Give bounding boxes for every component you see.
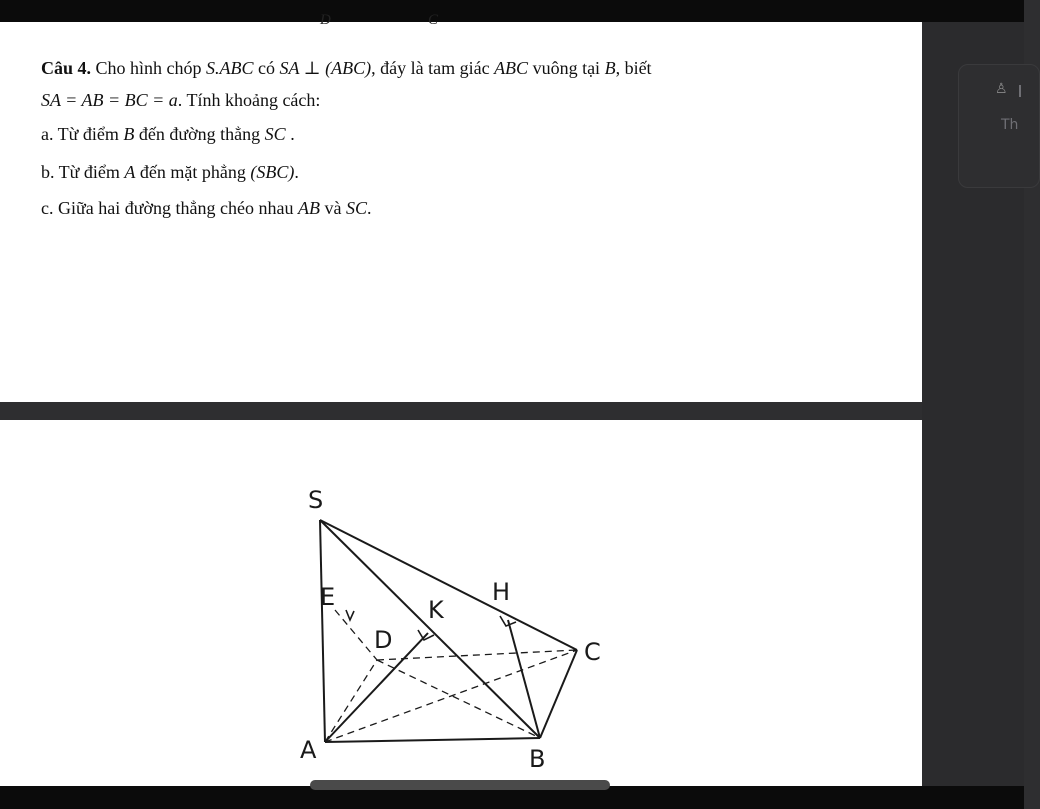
math-point: B	[123, 124, 135, 144]
math-pyramid: S.ABC	[206, 58, 254, 78]
part-b-text: .	[294, 162, 299, 182]
part-a-text: đến đường thẳng	[138, 124, 261, 144]
segment-db-hidden	[377, 660, 540, 738]
right-panel-card[interactable]	[958, 64, 1040, 188]
label-d: D	[374, 626, 393, 654]
segment-ad-hidden	[325, 660, 377, 742]
edge-sb	[320, 520, 540, 738]
math-line: AB	[297, 198, 320, 218]
question-text: có	[258, 58, 276, 78]
segment-ed-hidden	[335, 610, 377, 660]
cut-off-label-c: C	[428, 12, 439, 28]
math-triangle: ABC	[494, 58, 529, 78]
scroll-handle[interactable]	[310, 780, 610, 790]
question-text: . Tính khoảng cách:	[177, 90, 321, 110]
right-angle-mark-e	[346, 610, 354, 620]
part-b-text: đến mặt phẳng	[139, 162, 246, 182]
label-h: H	[492, 578, 511, 606]
person-icon: ♙	[995, 81, 1008, 97]
math-equality: SA = AB = BC = a	[41, 90, 178, 110]
part-a-text: .	[290, 124, 295, 144]
pyramid-figure	[250, 470, 630, 780]
math-point: A	[124, 162, 136, 182]
question-number: Câu 4.	[41, 58, 92, 78]
part-b-text: b. Từ điểm	[41, 162, 120, 182]
question-line-2	[41, 90, 320, 111]
segment-ac-hidden	[325, 650, 577, 742]
edge-sa	[320, 520, 325, 742]
label-k: K	[428, 596, 444, 624]
math-plane: (SBC)	[250, 162, 295, 182]
math-vertex: B	[604, 58, 616, 78]
question-text: , đáy là tam giác	[371, 58, 490, 78]
question-text: vuông tại	[532, 58, 601, 78]
question-text: , biết	[615, 58, 652, 78]
right-panel-text: Th	[1001, 117, 1019, 133]
document-page-top	[0, 12, 922, 402]
question-text: Cho hình chóp	[95, 58, 202, 78]
part-c-text: và	[324, 198, 342, 218]
label-e: E	[320, 583, 336, 611]
label-s: S	[308, 486, 324, 514]
question-line-1	[41, 58, 652, 79]
part-c-text: c. Giữa hai đường thẳng chéo nhau	[41, 198, 294, 218]
edge-sc	[320, 520, 577, 650]
label-b: B	[529, 745, 546, 773]
math-line: SC	[264, 124, 286, 144]
part-c-text: .	[366, 198, 372, 218]
label-c: C	[584, 638, 601, 666]
segment-bh	[508, 620, 540, 738]
top-bar	[0, 0, 1024, 22]
part-c	[41, 198, 371, 219]
math-perpendicular: SA ⊥ (ABC)	[279, 58, 372, 78]
part-b	[41, 162, 299, 183]
label-a: A	[300, 736, 317, 764]
edge-bc	[540, 650, 577, 738]
math-line: SC	[345, 198, 367, 218]
part-a	[41, 124, 295, 145]
part-a-text: a. Từ điểm	[41, 124, 119, 144]
edge-ab	[325, 738, 540, 742]
cut-off-label-d: D	[320, 12, 331, 28]
right-panel-marker	[1019, 85, 1021, 97]
